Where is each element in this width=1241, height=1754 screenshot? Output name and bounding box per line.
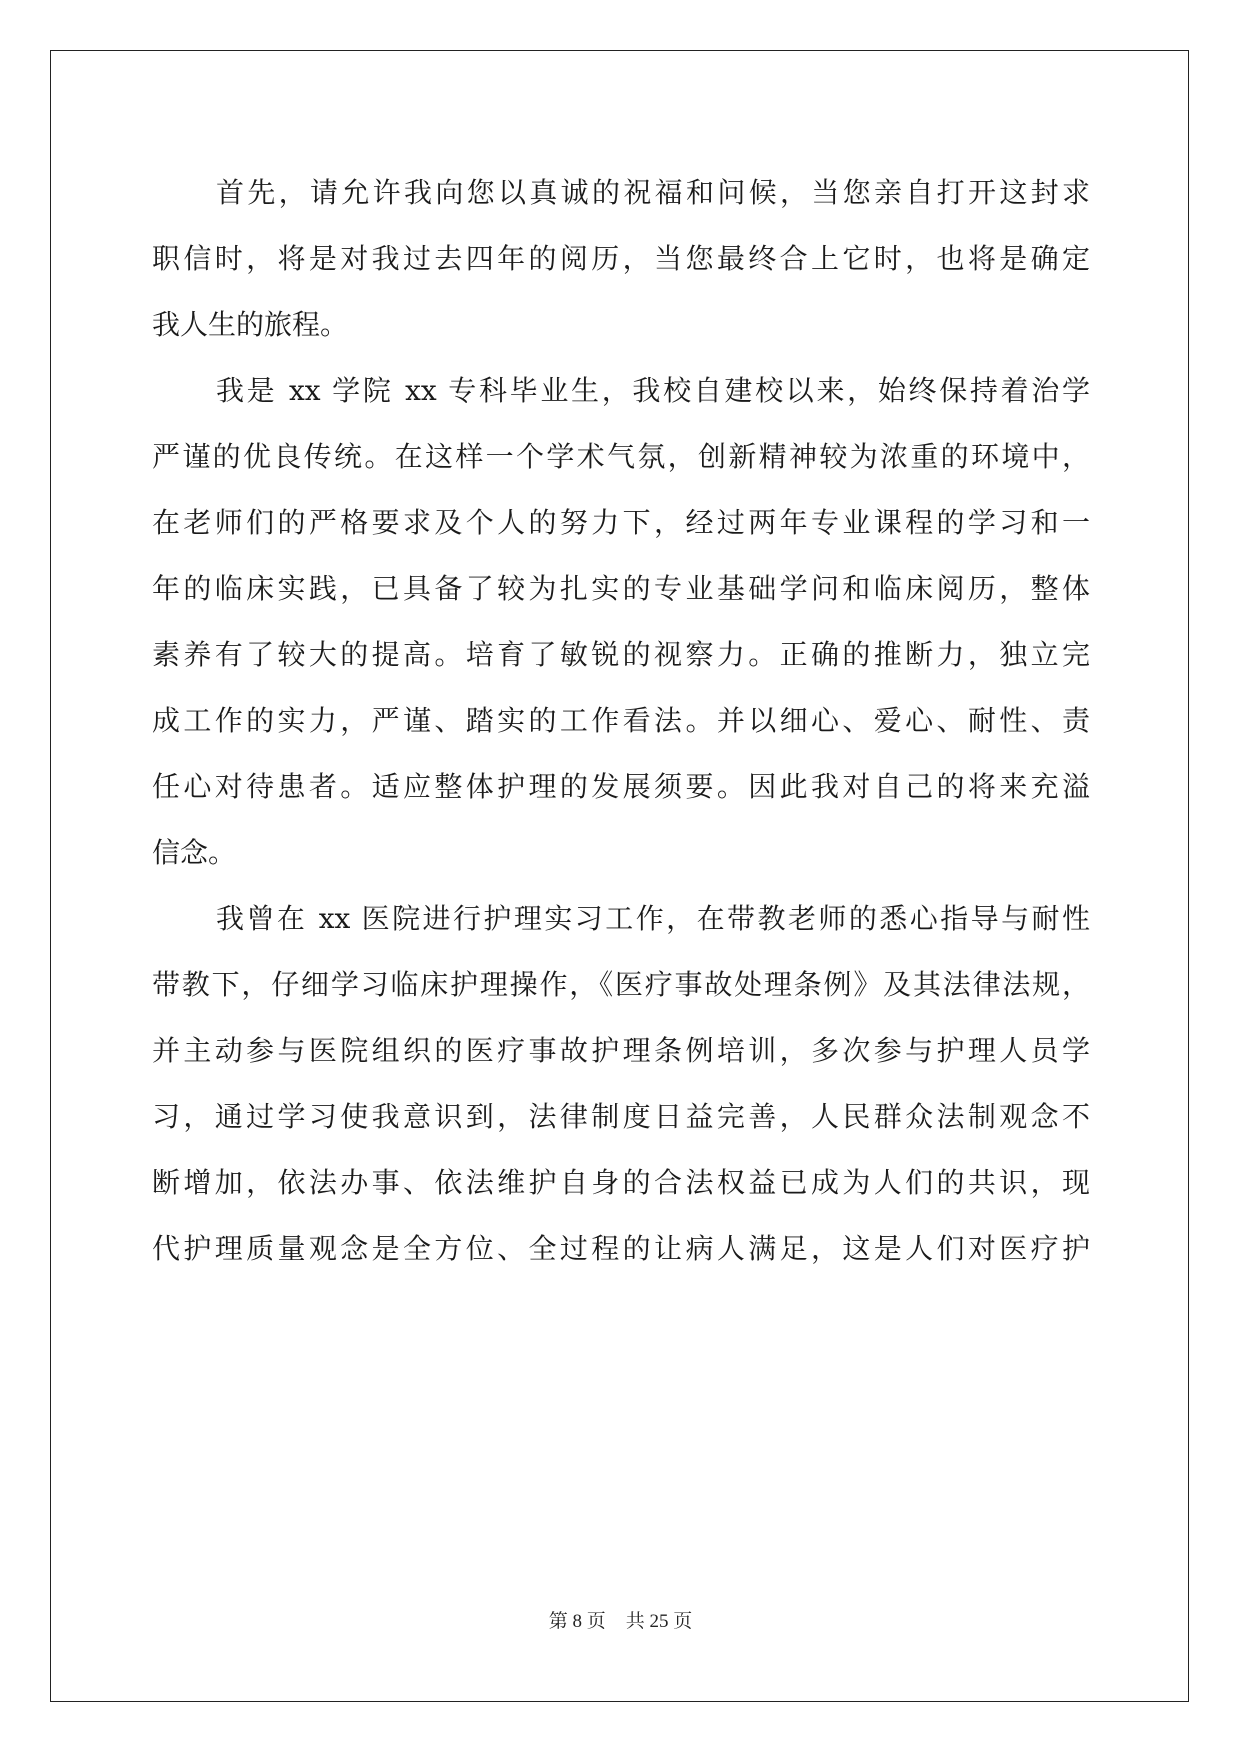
paragraph-2-line-1: 我是 xx 学院 xx 专科毕业生，我校自建校以来，始终保持着治学	[216, 374, 1090, 407]
paragraph-3-line-2: 带教下，仔细学习临床护理操作，《医疗事故处理条例》及其法律法规，	[152, 968, 1090, 1001]
paragraph-2-line-4: 年的临床实践，已具备了较为扎实的专业基础学问和临床阅历，整体	[152, 572, 1090, 605]
paragraph-3-line-4: 习，通过学习使我意识到，法律制度日益完善，人民群众法制观念不	[152, 1100, 1090, 1133]
paragraph-3-line-1: 我曾在 xx 医院进行护理实习工作，在带教老师的悉心指导与耐性	[216, 902, 1090, 935]
document-body	[152, 160, 1090, 1282]
paragraph-3-line-6: 代护理质量观念是全方位、全过程的让病人满足，这是人们对医疗护	[152, 1232, 1090, 1265]
paragraph-2-line-5: 素养有了较大的提高。培育了敏锐的视察力。正确的推断力，独立完	[152, 638, 1090, 671]
page-total: 共 25 页	[625, 1611, 693, 1632]
paragraph-3-line-3: 并主动参与医院组织的医疗事故护理条例培训，多次参与护理人员学	[152, 1034, 1090, 1067]
paragraph-3-line-5: 断增加，依法办事、依法维护自身的合法权益已成为人们的共识，现	[152, 1166, 1090, 1199]
page-number: 第 8 页	[548, 1611, 606, 1632]
paragraph-1-line-2: 职信时，将是对我过去四年的阅历，当您最终合上它时，也将是确定	[152, 242, 1090, 275]
paragraph-1-line-1: 首先，请允许我向您以真诚的祝福和问候，当您亲自打开这封求	[216, 176, 1090, 209]
paragraph-1-line-3: 我人生的旅程。	[152, 308, 349, 341]
paragraph-2-line-6: 成工作的实力，严谨、踏实的工作看法。并以细心、爱心、耐性、责	[152, 704, 1090, 737]
paragraph-2-line-2: 严谨的优良传统。在这样一个学术气氛，创新精神较为浓重的环境中，	[152, 440, 1090, 473]
page-footer	[0, 1606, 1241, 1633]
paragraph-2-line-8: 信念。	[152, 836, 237, 869]
paragraph-2-line-7: 任心对待患者。适应整体护理的发展须要。因此我对自己的将来充溢	[152, 770, 1090, 803]
paragraph-2-line-3: 在老师们的严格要求及个人的努力下，经过两年专业课程的学习和一	[152, 506, 1090, 539]
